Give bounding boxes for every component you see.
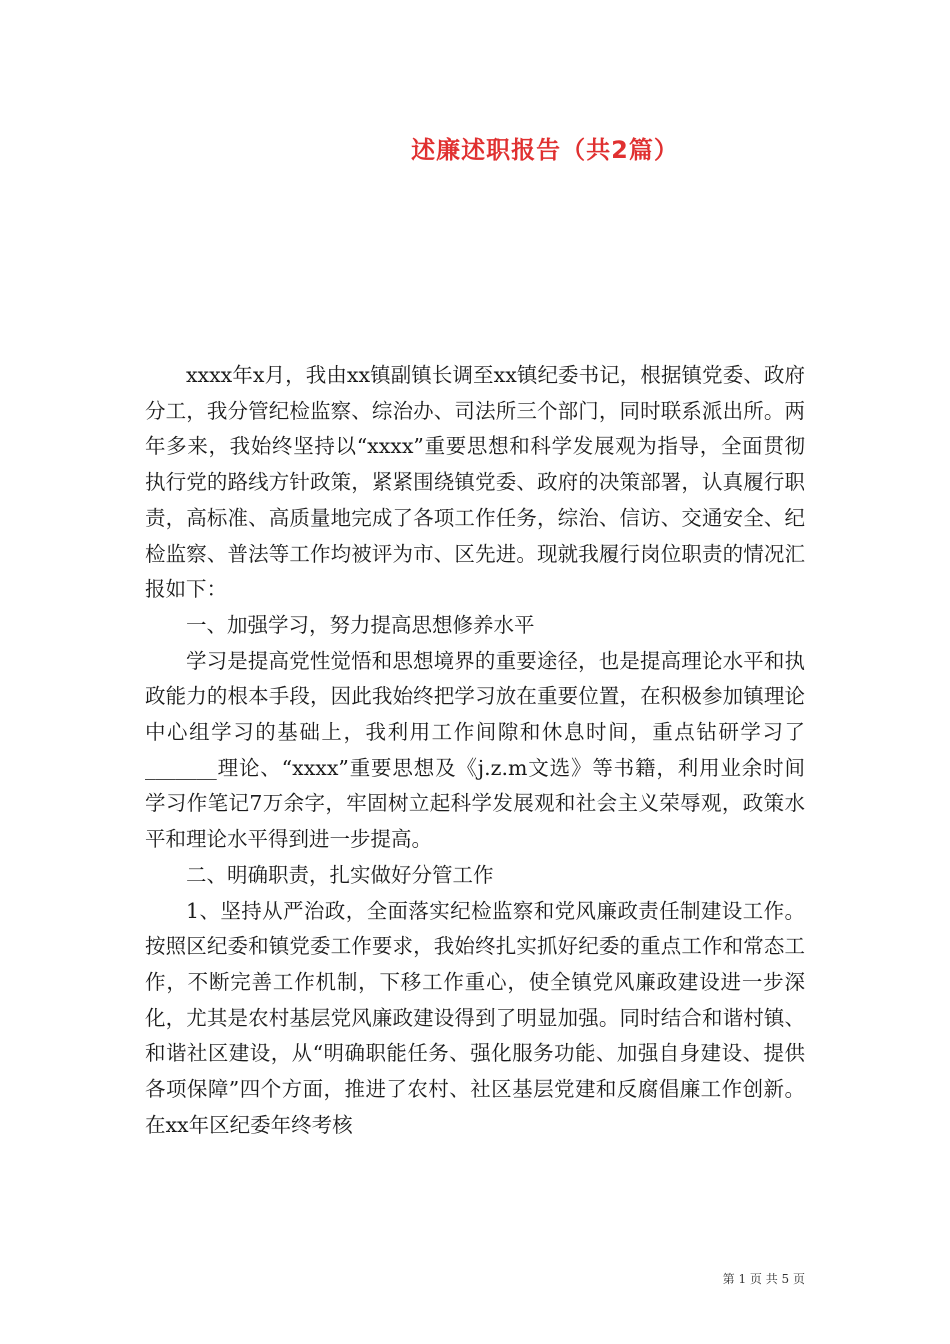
document-body — [145, 358, 805, 1143]
paragraph-study: 学习是提高党性觉悟和思想境界的重要途径，也是提高理论水平和执政能力的根本手段，因此我始终把学习放在重要位置，在积极参加镇理论中心组学习的基础上，我利用工作间隙和休息时间，重点钻研学习了_______理论、“xxxx”重要思想及《j.z.m文选》等书籍，利用业余时间学习作笔记7万余字，牢固树立起科学发展观和社会主义荣辱观，政策水平和理论水平得到进一步提高。 — [145, 648, 805, 852]
document-title: 述廉述职报告（共2篇） — [411, 136, 679, 164]
page-number-footer: 第 1 页 共 5 页 — [722, 1272, 805, 1286]
section-heading-1: 一、加强学习，努力提高思想修养水平 — [186, 612, 535, 637]
paragraph-intro: xxxx年x月，我由xx镇副镇长调至xx镇纪委书记，根据镇党委、政府分工，我分管纪检监察、综治办、司法所三个部门，同时联系派出所。两年多来，我始终坚持以“xxxx”重要思想和科学发展观为指导，全面贯彻执行党的路线方针政策，紧紧围绕镇党委、政府的决策部署，认真履行职责，高标准、高质量地完成了各项工作任务，综治、信访、交通安全、纪检监察、普法等工作均被评为市、区先进。现就我履行岗位职责的情况汇报如下： — [145, 363, 805, 602]
section-heading-2: 二、明确职责，扎实做好分管工作 — [186, 862, 494, 887]
paragraph-duty-1: 1、坚持从严治政，全面落实纪检监察和党风廉政责任制建设工作。按照区纪委和镇党委工作要求，我始终扎实抓好纪委的重点工作和常态工作，不断完善工作机制，下移工作重心，使全镇党风廉政建设进一步深化，尤其是农村基层党风廉政建设得到了明显加强。同时结合和谐村镇、和谐社区建设，从“明确职能任务、强化服务功能、加强自身建设、提供各项保障”四个方面，推进了农村、社区基层党建和反腐倡廉工作创新。在xx年区纪委年终考核 — [145, 898, 805, 1137]
